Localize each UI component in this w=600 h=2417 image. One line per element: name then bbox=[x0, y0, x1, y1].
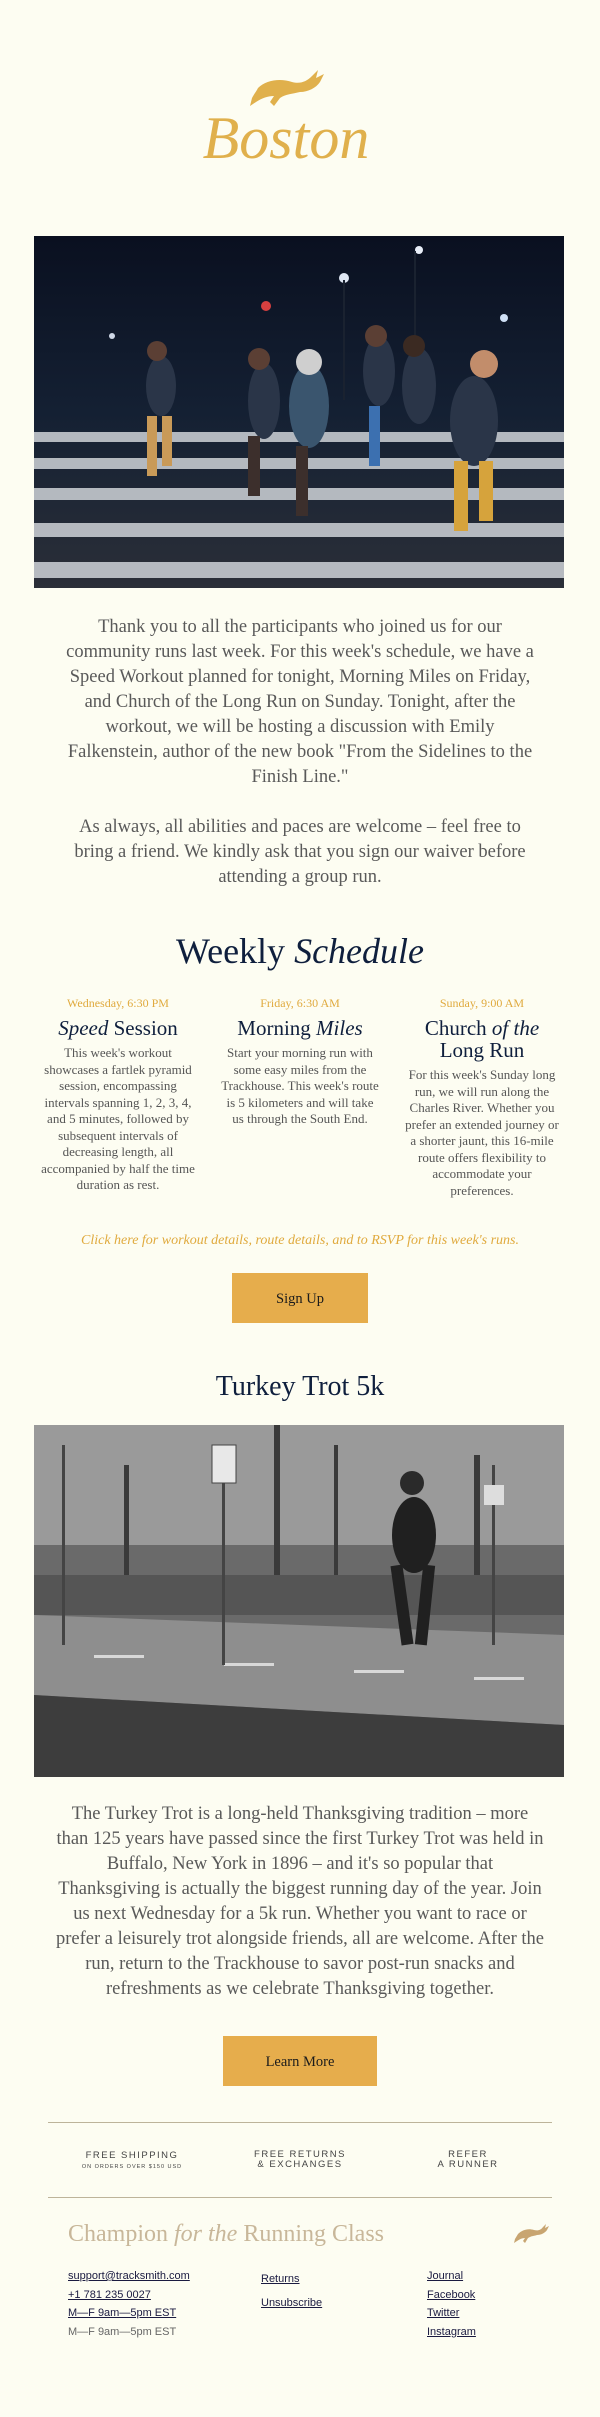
turkey-trot-photo bbox=[34, 1425, 564, 1777]
footer bbox=[68, 2267, 550, 2341]
schedule-time: Friday, 6:30 AM bbox=[260, 996, 340, 1010]
schedule-item-speed-session bbox=[34, 996, 202, 1199]
sign-up-button[interactable]: Sign Up bbox=[232, 1273, 368, 1323]
hours-text: M—F 9am—5pm EST bbox=[68, 2307, 177, 2319]
turkey-trot-text: The Turkey Trot is a long-held Thanksgiving tradition – more than 125 years have passed since the first Turkey Trot was held in Buffalo, New York in 1896 – and it's so popular that Thanksgiving is actually the biggest running day of the year. Join us next Wednesday for a 5k run. Whether you want to race or prefer a leisurely trot alongside friends, all are welcome. After the run, return to the Trackhouse to savor post-run snacks and refreshments as we celebrate Thanksgiving together. bbox=[56, 1804, 544, 1999]
schedule-title: Morning Miles bbox=[237, 1016, 363, 1040]
schedule-grid bbox=[34, 996, 566, 1199]
schedule-description: Start your morning run with some easy miles from the Trackhouse. This week's route is 5 kilometers and will take us through the South End. bbox=[221, 1045, 379, 1126]
svg-text:Boston: Boston bbox=[202, 105, 370, 171]
rsvp-link[interactable]: Click here for workout details, route details, and to RSVP for this week's runs. bbox=[81, 1233, 519, 1248]
deer-icon bbox=[512, 2222, 552, 2246]
perks-row bbox=[48, 2145, 552, 2175]
schedule-description: For this week's Sunday long run, we will run along the Charles River. Whether you prefer an extended journey or a shorter jaunt, this 16-mile route offers flexibility to accommodate your preferences. bbox=[405, 1067, 559, 1198]
turkey-trot-title: Turkey Trot 5k bbox=[215, 1371, 385, 1402]
intro-text bbox=[60, 615, 540, 890]
journal-link[interactable]: Journal bbox=[427, 2270, 464, 2282]
divider bbox=[48, 2197, 552, 2198]
boston-logo[interactable] bbox=[196, 58, 376, 178]
support-email-link[interactable]: support@tracksmith.com bbox=[68, 2270, 190, 2282]
perk-free-shipping[interactable]: FREE SHIPPING ON ORDERS OVER $150 USD bbox=[81, 2149, 183, 2170]
returns-link[interactable]: Returns bbox=[261, 2273, 300, 2285]
deer-icon bbox=[250, 70, 324, 106]
perk-refer-runner[interactable]: REFER A RUNNER bbox=[437, 2149, 499, 2170]
phone-link[interactable]: +1 781 235 0027 bbox=[68, 2288, 151, 2301]
footer-contact bbox=[68, 2267, 261, 2341]
champion-tagline: Champion for the Running Class bbox=[68, 2219, 552, 2249]
schedule-title: Church of the Long Run bbox=[424, 1016, 540, 1062]
footer-account bbox=[261, 2267, 427, 2341]
intro-paragraph-2: As always, all abilities and paces are welcome – feel free to bring a friend. We kindly ask that you sign our waiver before attending a group run. bbox=[74, 817, 526, 887]
schedule-item-long-run bbox=[398, 996, 566, 1199]
perk-free-returns[interactable]: FREE RETURNS & EXCHANGES bbox=[254, 2149, 346, 2170]
twitter-link[interactable]: Twitter bbox=[427, 2307, 460, 2319]
learn-more-button[interactable]: Learn More bbox=[223, 2036, 377, 2086]
schedule-time: Wednesday, 6:30 PM bbox=[67, 996, 169, 1010]
facebook-link[interactable]: Facebook bbox=[427, 2288, 476, 2301]
hero-photo bbox=[34, 236, 564, 588]
unsubscribe-link[interactable]: Unsubscribe bbox=[261, 2296, 323, 2309]
weekly-schedule-title: Weekly Schedule bbox=[176, 931, 424, 971]
schedule-description: This week's workout showcases a fartlek pyramid session, encompassing intervals spanning 1, 2, 3, 4, and 5 minutes, followed by subsequent intervals of decreasing length, all accompanied by half the time duration as rest. bbox=[41, 1045, 195, 1192]
instagram-link[interactable]: Instagram bbox=[427, 2325, 476, 2338]
intro-paragraph-1: Thank you to all the participants who joined us for our community runs last week. For this week's schedule, we have a Speed Workout planned for tonight, Morning Miles on Friday, and Church of the Long Run on Sunday. Tonight, after the workout, we will be hosting a discussion with Emily Falkenstein, author of the new book "From the Sidelines to the Finish Line." bbox=[66, 617, 534, 787]
schedule-item-morning-miles bbox=[216, 996, 384, 1199]
footer-social bbox=[427, 2267, 476, 2341]
schedule-time: Sunday, 9:00 AM bbox=[439, 996, 525, 1010]
hours-text: M—F 9am—5pm EST bbox=[68, 2325, 177, 2338]
divider bbox=[48, 2122, 552, 2123]
header bbox=[0, 0, 600, 236]
schedule-title: Speed Session bbox=[58, 1016, 178, 1040]
